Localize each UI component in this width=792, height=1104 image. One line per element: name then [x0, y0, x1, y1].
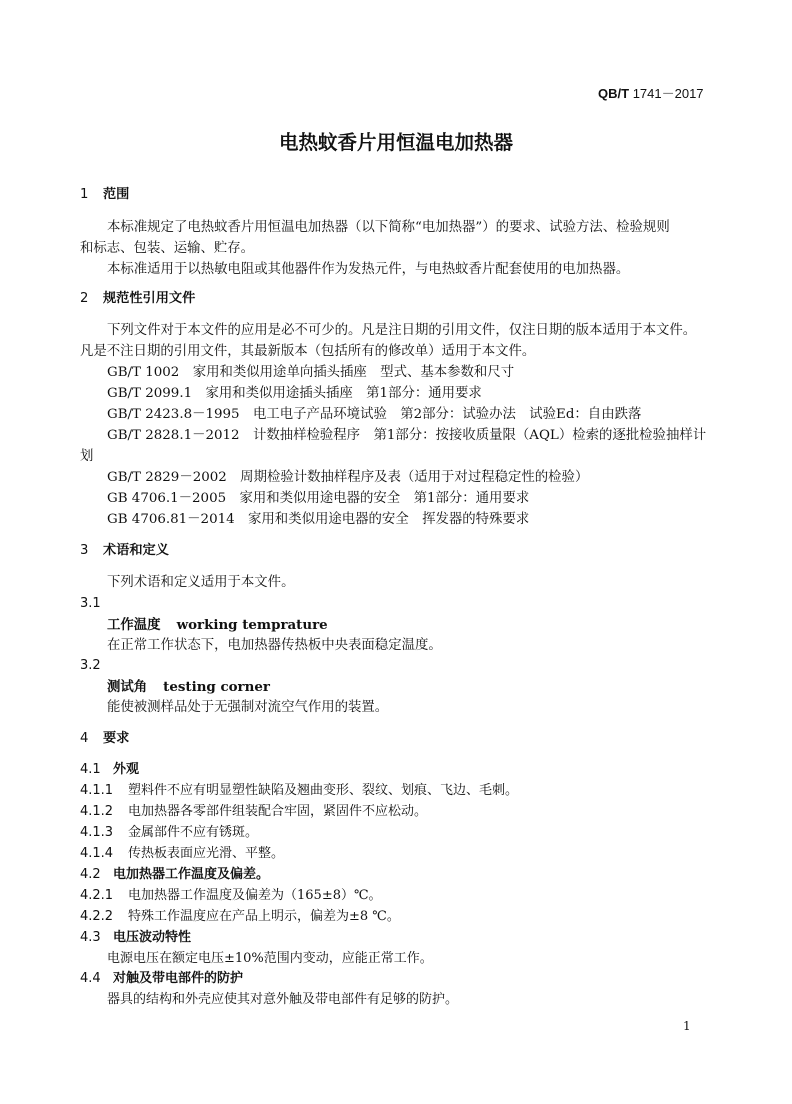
document-title: 电热蚊香片用恒温电加热器 [278, 131, 513, 154]
clause [80, 824, 258, 842]
clause [80, 929, 191, 947]
clause-text: 电压波动特性 [113, 930, 192, 945]
term-cn: 工作温度 [107, 617, 161, 633]
term-definition: 能使被测样品处于无强制对流空气作用的装置。 [107, 700, 389, 715]
reference-item: GB/T 2829－2002 周期检验计数抽样程序及表（适用于对过程稳定性的检验） [107, 470, 589, 485]
reference-item: GB/T 2099.1 家用和类似用途插头插座 第1部分：通用要求 [107, 386, 482, 401]
std-prefix: QB/T [598, 86, 630, 101]
reference-item: GB 4706.81－2014 家用和类似用途电器的安全 挥发器的特殊要求 [107, 512, 530, 527]
paragraph: 下列术语和定义适用于本文件。 [107, 575, 295, 590]
paragraph: 下列文件对于本文件的应用是必不可少的。凡是注日期的引用文件，仅注日期的版本适用于本文件。 [107, 323, 697, 338]
clause-number: 4.3 [80, 930, 101, 945]
clause-number: 4.2.1 [80, 888, 114, 903]
term-title [107, 616, 328, 634]
clause-text: 外观 [113, 762, 140, 777]
clause-text: 特殊工作温度应在产品上明示，偏差为±8 ℃。 [128, 909, 400, 924]
clause [80, 803, 427, 821]
clause [80, 866, 269, 884]
term-number: 3.1 [80, 596, 101, 611]
reference-item: GB/T 2828.1－2012 计数抽样检验程序 第1部分：按接收质量限（AQL）检索的逐批检验抽样计 [107, 428, 707, 443]
term-en: testing corner [163, 679, 270, 695]
page-number: 1 [683, 1019, 691, 1033]
clause [80, 887, 382, 905]
clause-number: 4.1.1 [80, 783, 114, 798]
clause-text: 对触及带电部件的防护 [113, 971, 244, 986]
clause [80, 970, 243, 988]
section-title: 术语和定义 [103, 543, 169, 558]
section-number: 2 [80, 291, 89, 306]
section-2-heading [80, 290, 195, 308]
term-title [107, 678, 270, 696]
paragraph: 本标准规定了电热蚊香片用恒温电加热器（以下简称“电加热器”）的要求、试验方法、检验规则 [107, 220, 670, 235]
clause-body: 电源电压在额定电压±10%范围内变动，应能正常工作。 [107, 951, 433, 966]
term-definition: 在正常工作状态下，电加热器传热板中央表面稳定温度。 [107, 638, 442, 653]
clause-number: 4.1 [80, 762, 101, 777]
section-number: 1 [80, 187, 89, 202]
reference-item-continuation: 划 [80, 449, 94, 464]
clause-number: 4.2.2 [80, 909, 114, 924]
term-en: working temprature [176, 617, 328, 633]
term-number: 3.2 [80, 658, 101, 673]
clause [80, 761, 139, 779]
paragraph: 和标志、包装、运输、贮存。 [80, 241, 255, 256]
section-title: 范围 [103, 187, 130, 202]
reference-item: GB/T 2423.8－1995 电工电子产品环境试验 第2部分：试验办法 试验Ed：自由跌落 [107, 407, 642, 422]
std-number: 1741－2017 [632, 86, 704, 101]
clause-text: 电加热器工作温度及偏差。 [113, 867, 270, 882]
reference-item: GB/T 1002 家用和类似用途单向插头插座 型式、基本参数和尺寸 [107, 365, 515, 380]
term-cn: 测试角 [107, 679, 148, 695]
clause-text: 金属部件不应有锈斑。 [128, 825, 259, 840]
section-3-heading [80, 542, 169, 560]
clause-body: 器具的结构和外壳应使其对意外触及带电部件有足够的防护。 [107, 992, 459, 1007]
section-title: 要求 [103, 731, 130, 746]
standard-code [598, 85, 704, 103]
clause [80, 908, 400, 926]
section-title: 规范性引用文件 [103, 291, 196, 306]
section-4-heading [80, 730, 129, 748]
reference-item: GB 4706.1－2005 家用和类似用途电器的安全 第1部分：通用要求 [107, 491, 530, 506]
clause-text: 电加热器各零部件组装配合牢固，紧固件不应松动。 [128, 804, 428, 819]
clause-number: 4.4 [80, 971, 101, 986]
clause-number: 4.1.3 [80, 825, 114, 840]
clause-number: 4.1.2 [80, 804, 114, 819]
section-number: 4 [80, 731, 89, 746]
clause-text: 塑料件不应有明显塑性缺陷及翘曲变形、裂纹、划痕、飞边、毛刺。 [128, 783, 519, 798]
paragraph: 本标准适用于以热敏电阻或其他器件作为发热元件，与电热蚊香片配套使用的电加热器。 [107, 262, 630, 277]
clause-text: 传热板表面应光滑、平整。 [128, 846, 285, 861]
clause-number: 4.2 [80, 867, 101, 882]
clause-number: 4.1.4 [80, 846, 114, 861]
section-1-heading [80, 186, 129, 204]
section-number: 3 [80, 543, 89, 558]
clause [80, 782, 518, 800]
clause-text: 电加热器工作温度及偏差为（165±8）℃。 [128, 888, 382, 903]
clause [80, 845, 284, 863]
paragraph: 凡是不注日期的引用文件，其最新版本（包括所有的修改单）适用于本文件。 [80, 344, 536, 359]
